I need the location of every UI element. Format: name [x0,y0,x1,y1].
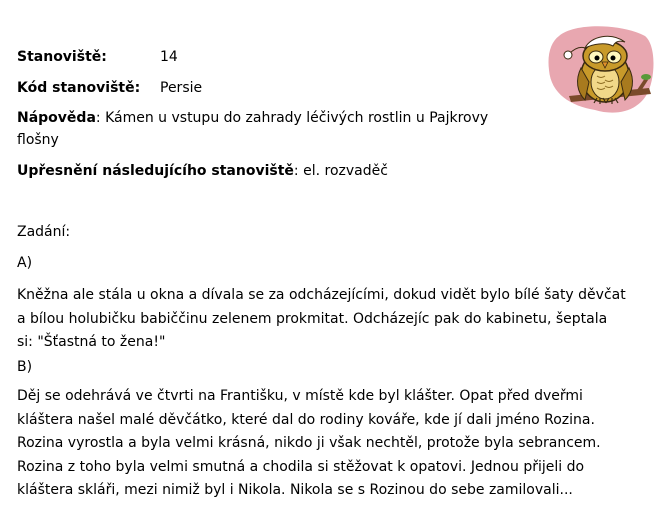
upresneni-row [17,161,388,181]
napoveda-text: : Kámen u vstupu do zahrady léčivých rostlin u Pajkrovy [95,110,489,126]
owl-with-nightcap-icon [545,22,657,118]
napoveda-row-continued [17,130,59,150]
part-b-line: kláštera skláři, mezi nimiž byl i Nikola. Nikola se s Rozinou do sebe zamilovali... [17,482,573,498]
part-b-line: Děj se odehrává ve čtvrti na Františku, v místě kde byl klášter. Opat před dveřmi [17,388,583,404]
part-a-text [17,284,626,355]
part-a-line: Kněžna ale stála u okna a dívala se za odcházejícími, dokud vidět bylo bílé šaty děvčat [17,287,626,303]
zadani-heading: Zadání: [17,224,71,240]
stanoviste-label: Stanoviště: [17,49,107,65]
part-a-line: a bílou holubičku babiččinu zelenem prokmitat. Odcházejíc pak do kabinetu, šeptala [17,310,608,327]
kod-stanoviste-label: Kód stanoviště: [17,80,141,96]
kod-stanoviste-value: Persie [160,80,203,96]
stanoviste-row [17,47,178,67]
part-a-line: si: "Šťastná to žena!" [17,334,166,350]
napoveda-text-continued: flošny [17,132,59,148]
part-b-line: Rozina vyrostla a byla velmi krásná, nikdo ji však nechtěl, protože byla sebrancem. [17,435,601,451]
part-b-text [17,385,601,503]
napoveda-label: Nápověda [17,110,96,126]
document-page [17,0,662,510]
stanoviste-value: 14 [160,49,178,65]
part-b-line: Rozina z toho byla velmi smutná a chodila si stěžovat k opatovi. Jednou přijeli do [17,458,585,475]
upresneni-label: Upřesnění následujícího stanoviště [17,163,294,179]
part-a-label: A) [17,255,33,271]
kod-stanoviste-row [17,78,203,98]
napoveda-row [17,108,488,128]
part-b-line: kláštera našel malé děvčátko, které dal do rodiny kováře, kde jí dali jméno Rozina. [17,411,595,428]
part-b-label: B) [17,359,33,375]
upresneni-text: : el. rozvaděč [293,163,388,179]
